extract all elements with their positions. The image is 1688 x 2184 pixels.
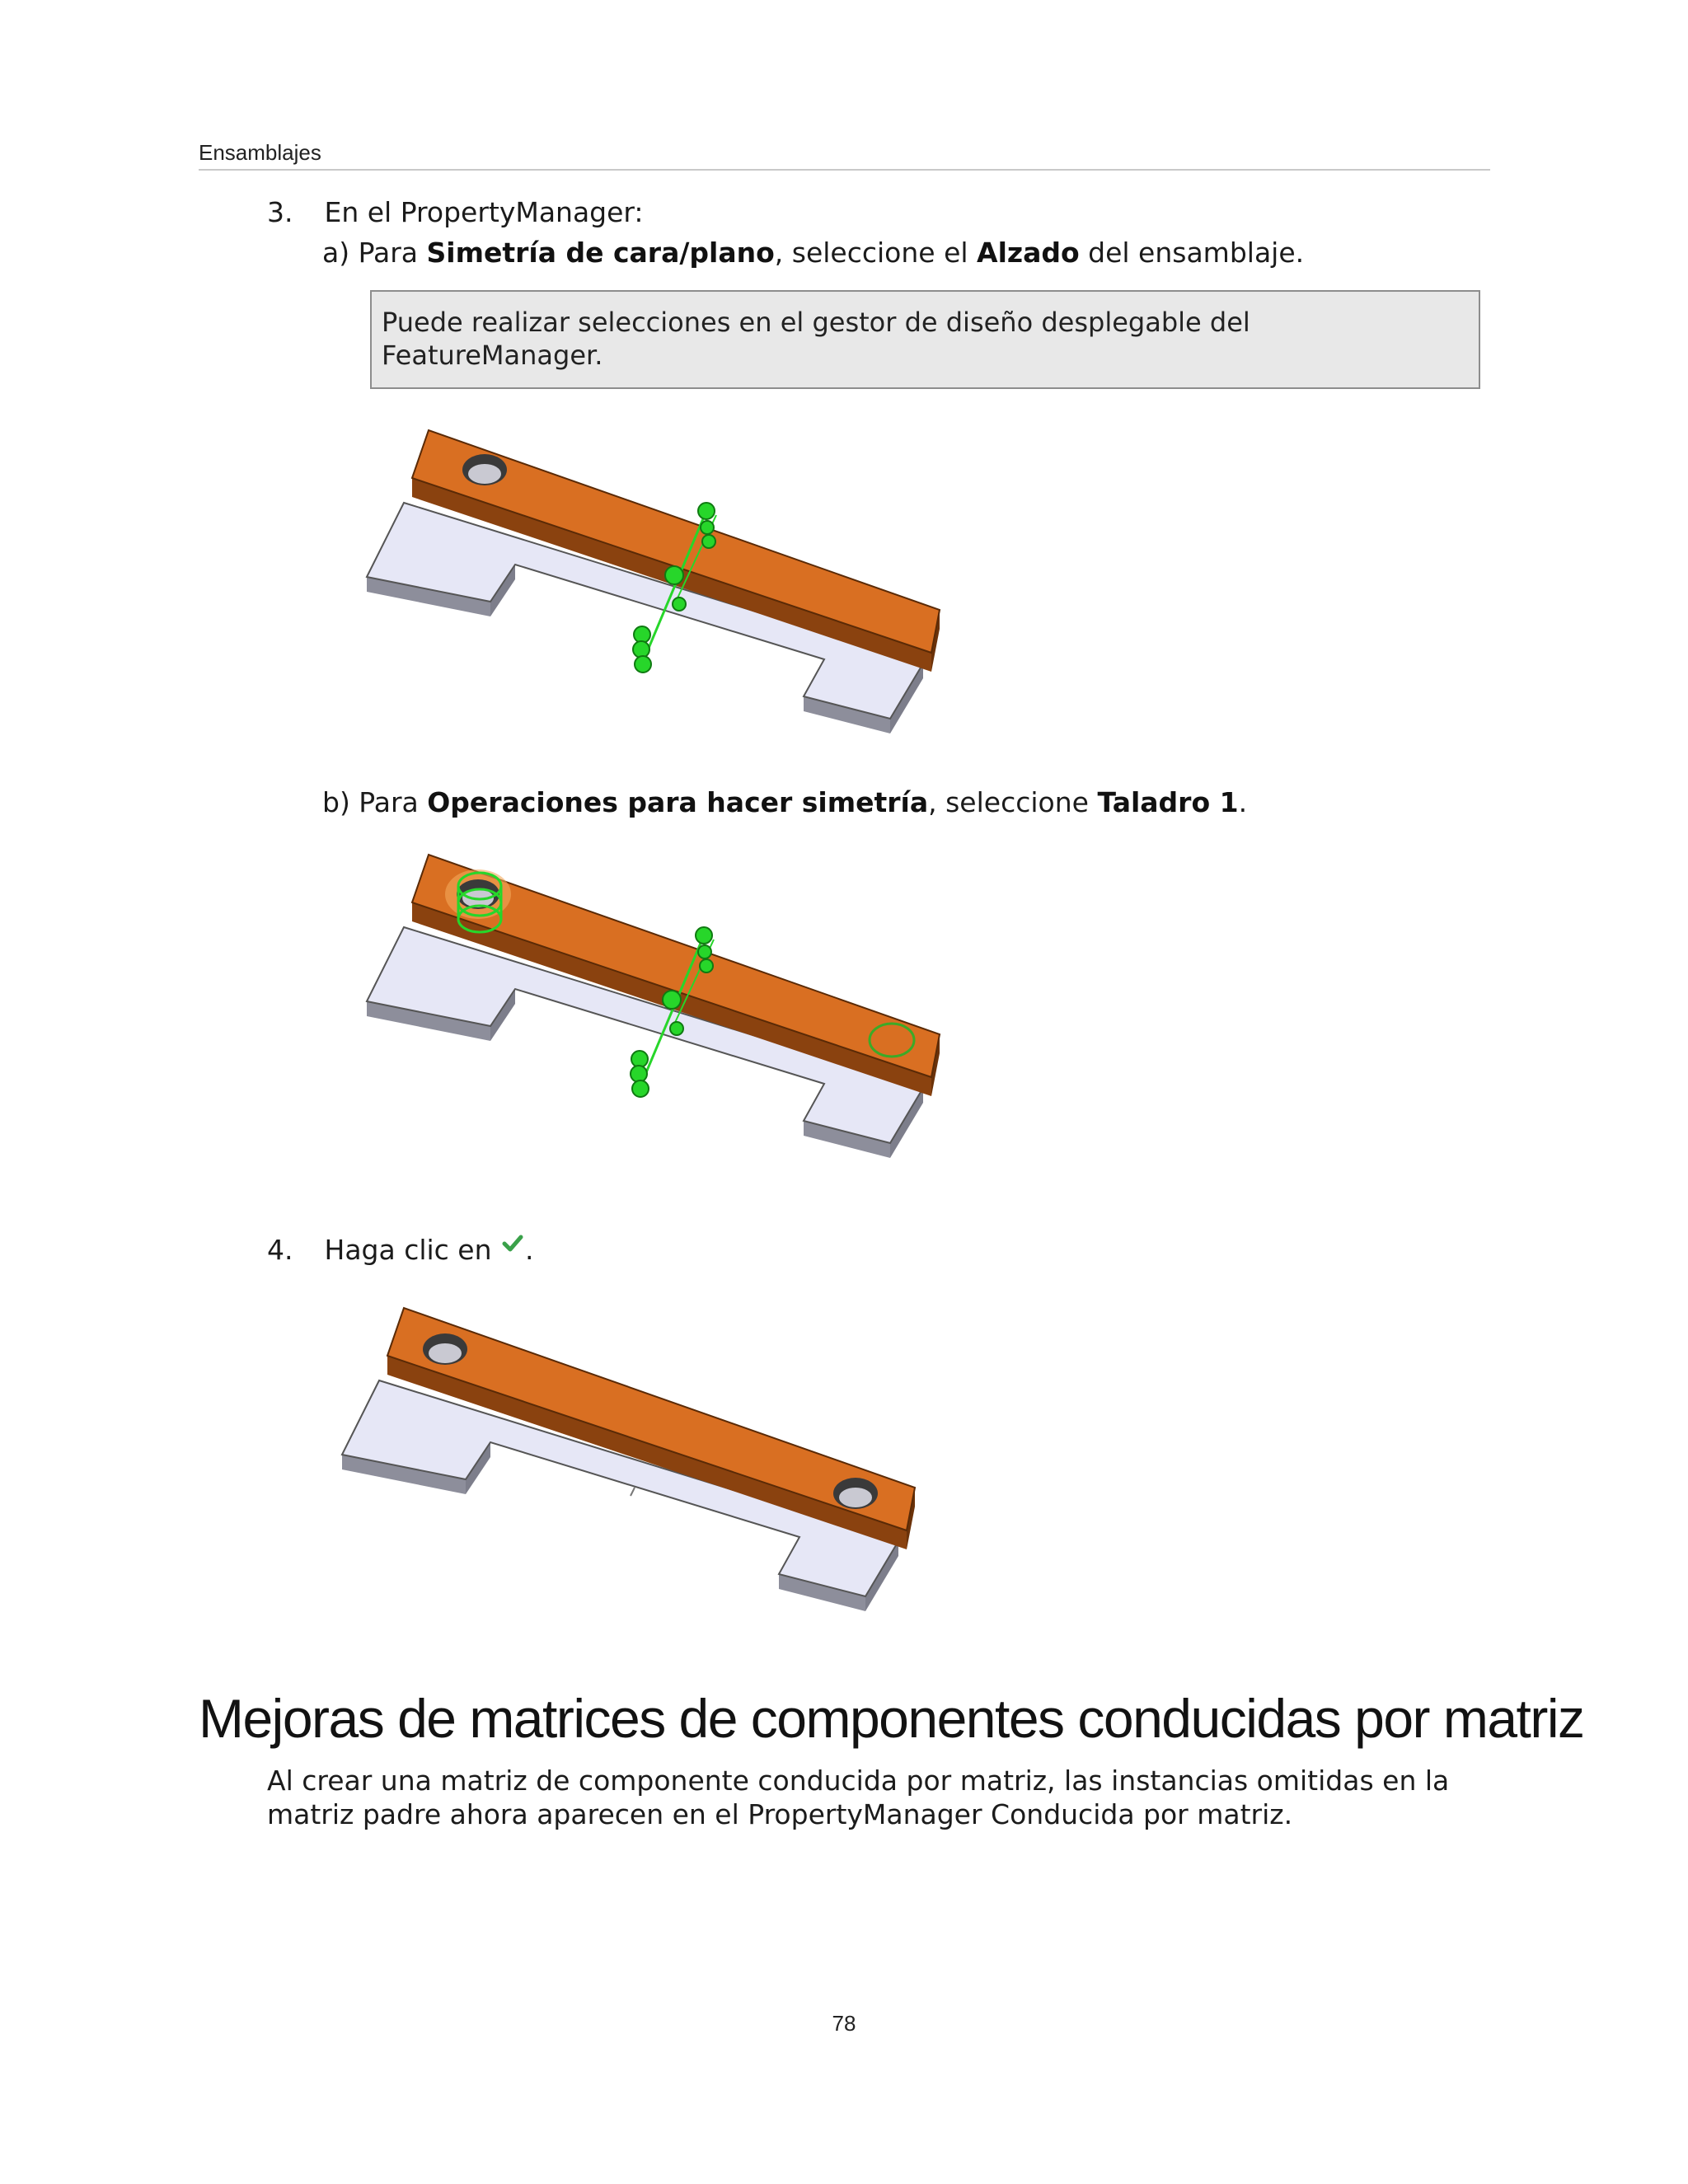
step-3a-suffix: del ensamblaje. [1079, 237, 1305, 269]
section-body: Al crear una matriz de componente conducida por matriz, las instancias omitidas en la matriz padre ahora aparecen en el PropertyManager Conducida por matriz. [267, 1765, 1450, 1830]
check-icon [500, 1231, 525, 1256]
step-3b-middle: , seleccione [928, 786, 1098, 818]
step-3-text: En el PropertyManager: [324, 196, 644, 228]
step-4-number: 4. [267, 1234, 293, 1266]
section-heading: Mejoras de matrices de componentes conducidas por matriz [199, 1688, 1584, 1749]
page-number: 78 [832, 2011, 856, 2036]
step-3-number: 3. [267, 196, 293, 228]
step-3b-prefix: b) Para [322, 786, 428, 818]
step-3a-prefix: a) Para [322, 237, 427, 269]
step-3a-line [322, 236, 1304, 270]
step-3b-value: Taladro 1 [1097, 786, 1239, 818]
step-3-line [267, 195, 644, 230]
step-3a-middle: , seleccione el [774, 237, 978, 269]
figure-mirrored-result [338, 1290, 964, 1644]
step-3a-field: Simetría de cara/plano [426, 237, 775, 269]
figure-mirror-plane [363, 412, 989, 766]
header-divider [199, 169, 1490, 171]
step-3b-suffix: . [1238, 786, 1248, 818]
step-4-suffix: . [525, 1234, 534, 1266]
figure-hole-selected [363, 837, 989, 1191]
step-3b-line [322, 785, 1247, 820]
running-header: Ensamblajes [199, 140, 321, 165]
step-4-text: Haga clic en [324, 1234, 492, 1266]
note-box: Puede realizar selecciones en el gestor de diseño desplegable del FeatureManager. [370, 290, 1480, 389]
step-4-line [267, 1231, 534, 1268]
step-3b-field: Operaciones para hacer simetría [427, 786, 929, 818]
step-3a-value: Alzado [977, 237, 1080, 269]
